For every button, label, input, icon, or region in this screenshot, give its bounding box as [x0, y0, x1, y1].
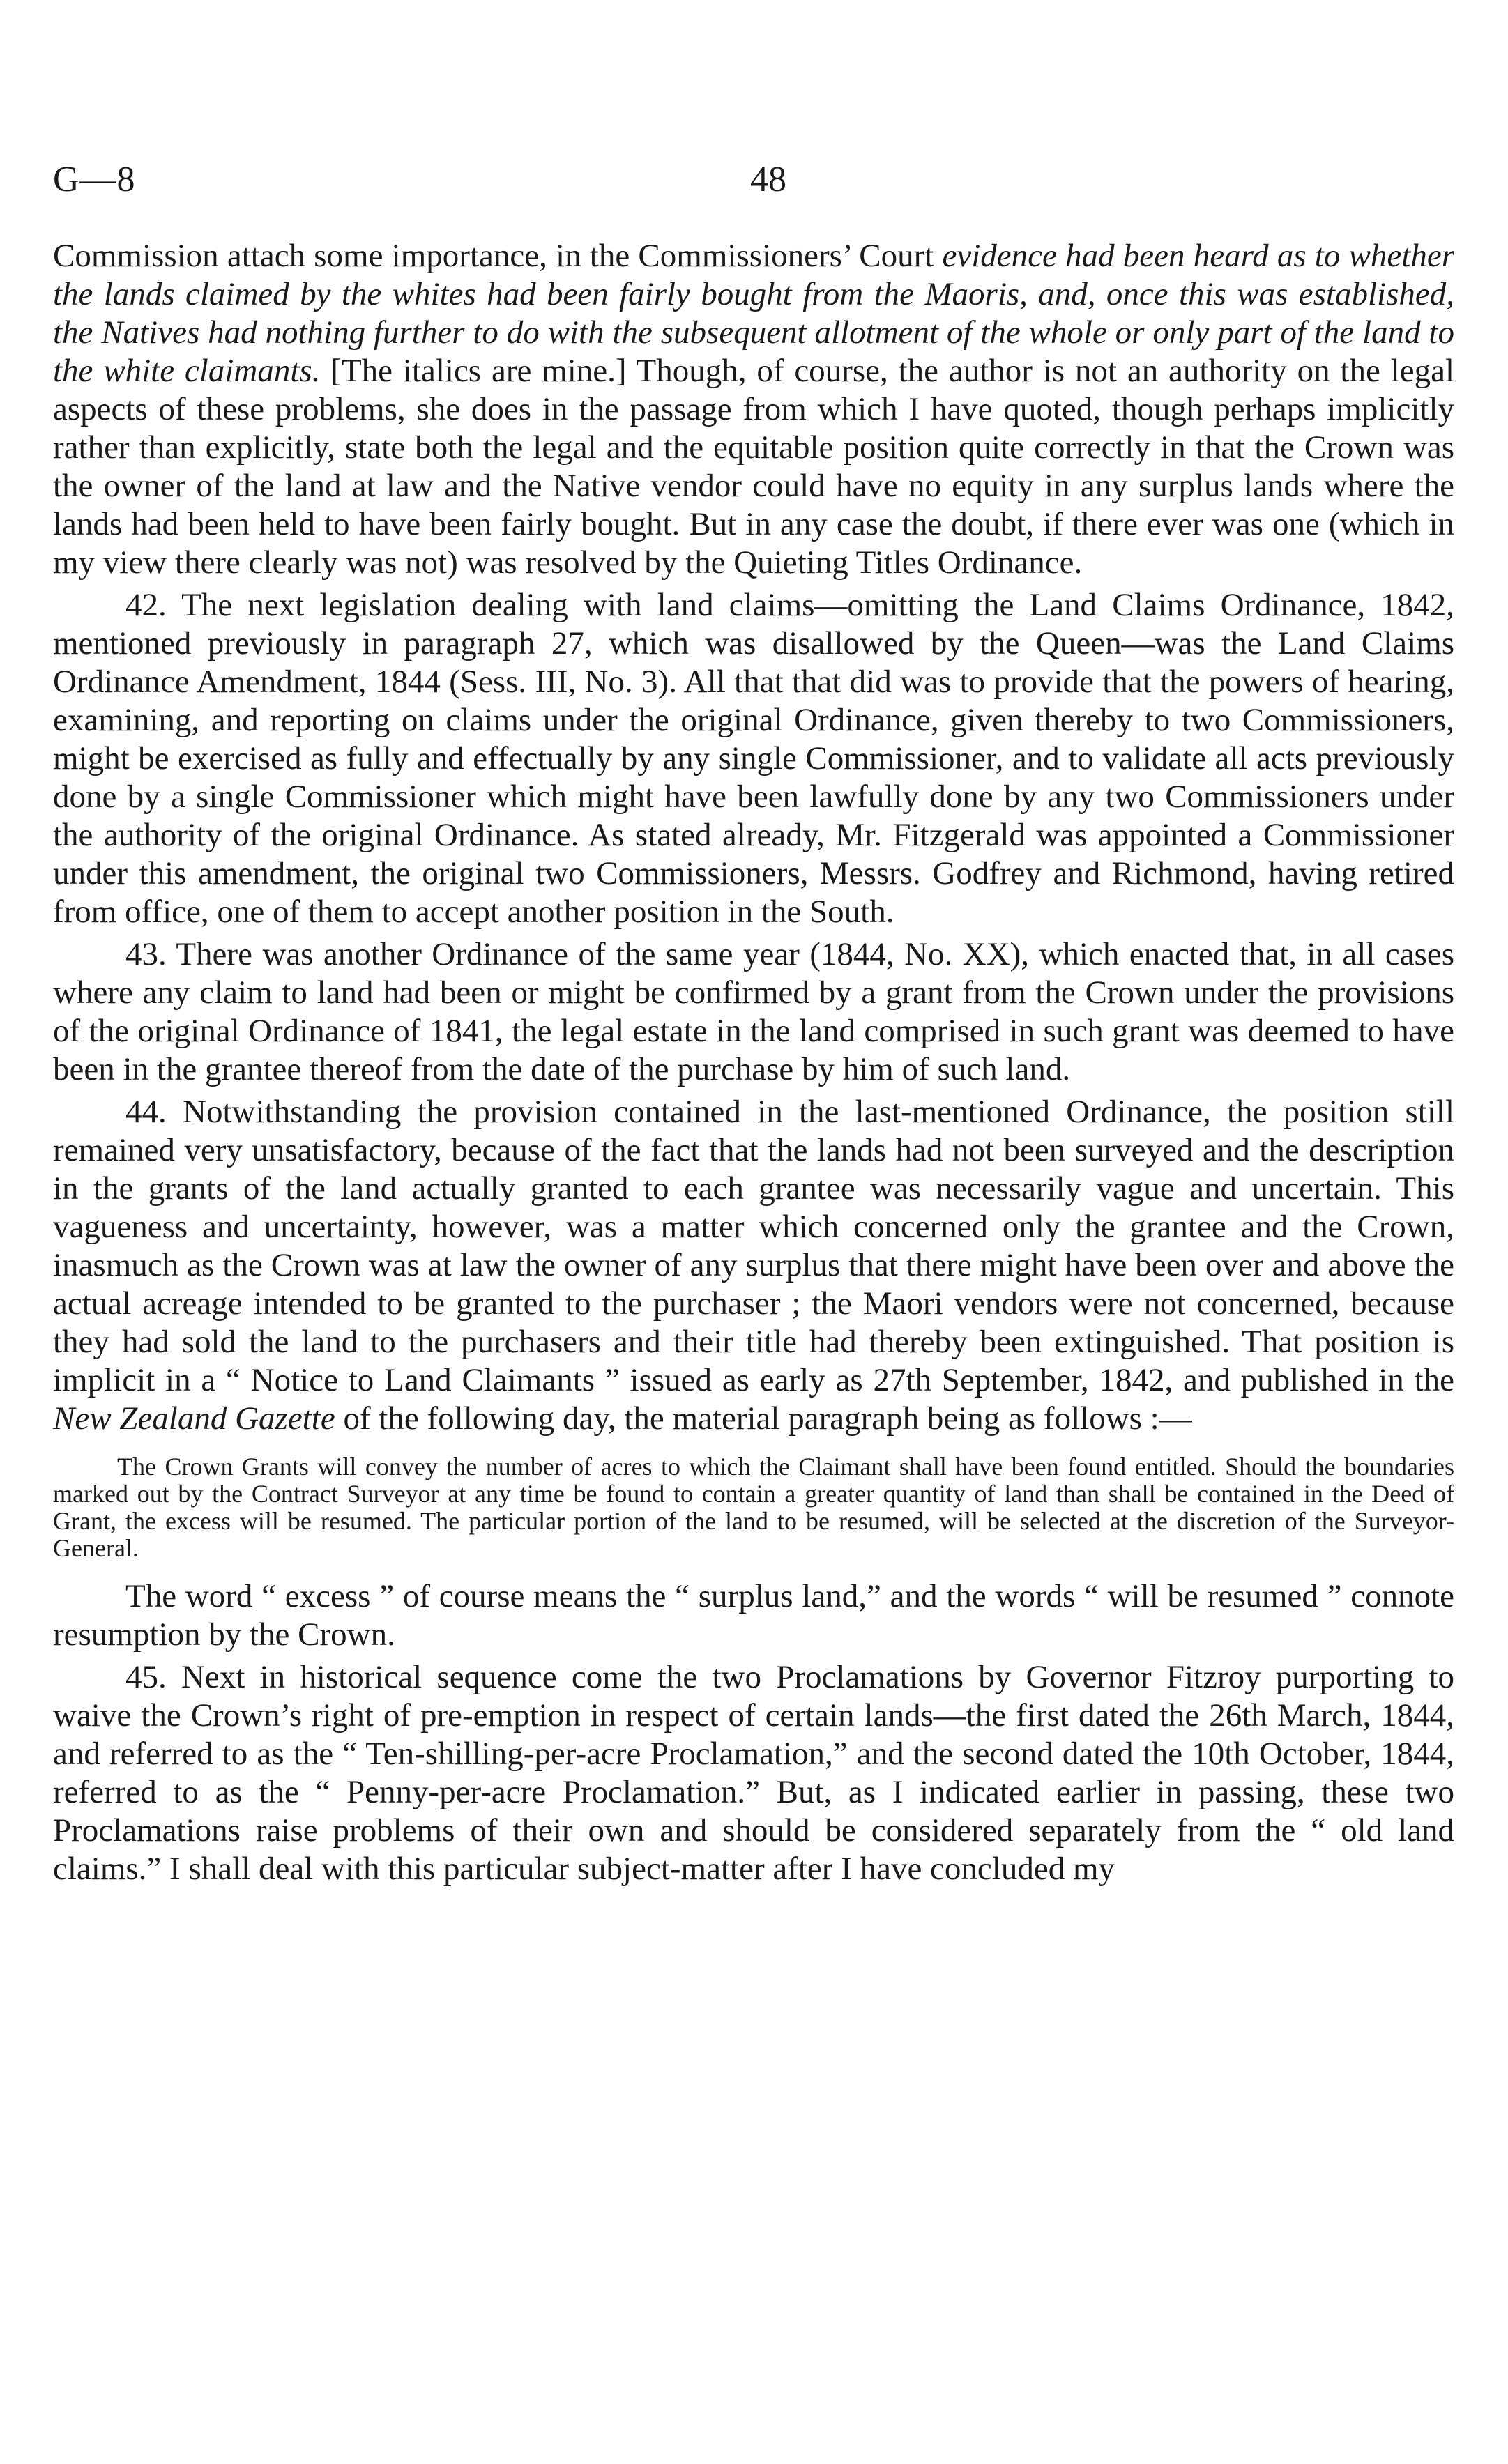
paragraph-44: [53, 1093, 1454, 1438]
paragraph-42: 42. The next legislation dealing with land claims—omitting the Land Claims Ordinance, 1842, mentioned previously in paragraph 27, which was disallowed by the Queen—was the Land Claims Ordinance Amendment, 1844 (Sess. III, No. 3). All that that did was to provide that the powers of hearing, examining, and reporting on claims under the original Ordinance, given thereby to two Commissioners, might be exercised as fully and effectually by any single Commissioner, and to validate all acts previously done by a single Commissioner which might have been lawfully done by any two Commissioners under the authority of the original Ordinance. As stated already, Mr. Fitzgerald was appointed a Commissioner under this amendment, the original two Commissioners, Messrs. Godfrey and Richmond, having retired from office, one of them to accept another position in the South.: [53, 587, 1454, 930]
gazette-title: New Zealand Gazette: [53, 1400, 335, 1437]
document-code: G—8: [53, 160, 136, 199]
paragraph-43: 43. There was another Ordinance of the same year (1844, No. XX), which enacted that, in all cases where any claim to land had been or might be confirmed by a grant from the Crown under the provisions of the original Ordinance of 1841, the legal estate in the land comprised in such grant was deemed to have been in the grantee thereof from the date of the purchase by him of such land.: [53, 936, 1454, 1087]
paragraph-text: Commission attach some importance, in the Commissioners’ Court: [53, 238, 943, 274]
paragraph-excess-definition: The word “ excess ” of course means the “ surplus land,” and the words “ will be resumed ” connote resumption by the Crown.: [53, 1578, 1454, 1653]
page-number: 48: [750, 160, 786, 199]
italic-quotation: evidence had been heard as to whether the lands claimed by the whites had been fairly bought from the Maoris, and, once this was established, the Natives had nothing further to do with the subsequent allotment of the whole or only part of the land to the white claimants.: [53, 238, 1454, 389]
page-header: [53, 159, 1454, 201]
paragraph-continuation: [53, 237, 1454, 582]
paragraph-45: 45. Next in historical sequence come the two Proclamations by Governor Fitzroy purporting to waive the Crown’s right of pre-emption in respect of certain lands—the first dated the 26th March, 1844, and referred to as the “ Ten-shilling-per-acre Proclamation,” and the second dated the 10th October, 1844, referred to as the “ Penny-per-acre Proclamation.” But, as I indicated earlier in passing, these two Proclamations raise problems of their own and should be considered separately from the “ old land claims.” I shall deal with this particular subject-matter after I have concluded my: [53, 1659, 1454, 1887]
paragraph-text: [The italics are mine.] Though, of course, the author is not an authority on the legal aspects of these problems, she does in the passage from which I have quoted, though perhaps implicitly rather than explicitly, state both the legal and the equitable position quite correctly in that the Crown was the owner of the land at law and the Native vendor could have no equity in any surplus lands where the lands had been held to have been fairly bought. But in any case the doubt, if there ever was one (which in my view there clearly was not) was resolved by the Quieting Titles Ordinance.: [53, 353, 1455, 581]
page-body: [53, 237, 1454, 1888]
paragraph-text: of the following day, the material paragraph being as follows :—: [335, 1400, 1192, 1437]
block-quote: The Crown Grants will convey the number of acres to which the Claimant shall have been found entitled. Should the boundaries marked out by the Contract Surveyor at any time be found to contain a greater quantity of land than shall be contained in the Deed of Grant, the excess will be resumed. The particular portion of the land to be resumed, will be selected at the discretion of the Surveyor-General.: [53, 1453, 1454, 1562]
paragraph-text: 44. Notwithstanding the provision contained in the last-mentioned Ordinance, the position still remained very unsatisfactory, because of the fact that the lands had not been surveyed and the description in the grants of the land actually granted to each grantee was necessarily vague and uncertain. This vagueness and uncertainty, however, was a matter which concerned only the grantee and the Crown, inasmuch as the Crown was at law the owner of any surplus that there might have been over and above the actual acreage intended to be granted to the purchaser ; the Maori vendors were not concerned, because they had sold the land to the purchasers and their title had thereby been extinguished. That position is implicit in a “ Notice to Land Claimants ” issued as early as 27th September, 1842, and published in the: [53, 1094, 1454, 1398]
